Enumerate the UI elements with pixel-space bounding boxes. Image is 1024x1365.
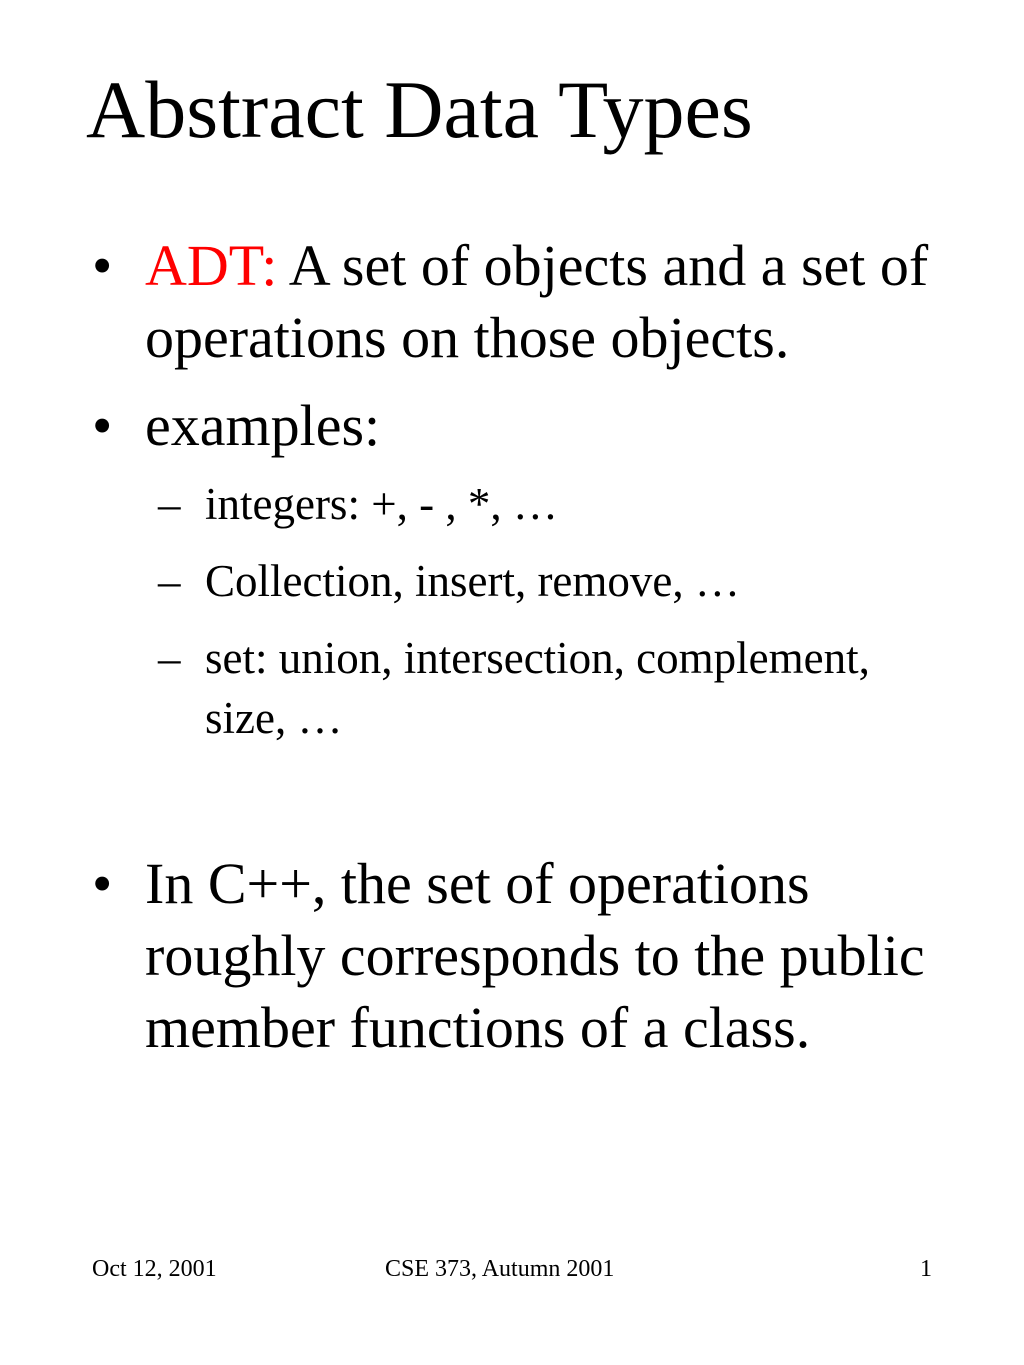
dash-icon: – — [158, 556, 181, 606]
footer-date: Oct 12, 2001 — [92, 1256, 217, 1282]
slide-title: Abstract Data Types — [86, 64, 753, 155]
footer-course: CSE 373, Autumn 2001 — [385, 1256, 615, 1282]
sub-item-collection — [158, 551, 918, 611]
sub-item-integers — [158, 474, 918, 534]
bullet-icon: • — [92, 233, 113, 298]
bullet-text: In C++, the set of operations roughly corresponds to the public member functions of a class. — [145, 851, 925, 1060]
bullet-icon: • — [92, 851, 113, 916]
dash-icon: – — [158, 633, 181, 683]
adt-definition: A set of objects and a set of operations on those objects. — [145, 233, 929, 370]
footer-page-number: 1 — [920, 1256, 932, 1282]
dash-icon: – — [158, 479, 181, 529]
sub-item-text: integers: +, - , *, … — [205, 479, 558, 529]
bullet-examples — [92, 390, 932, 462]
sub-item-text: set: union, intersection, complement, size, … — [205, 633, 870, 743]
adt-term: ADT: — [145, 233, 278, 298]
sub-item-text: Collection, insert, remove, … — [205, 556, 740, 606]
sub-item-set — [158, 628, 918, 748]
bullet-adt — [92, 230, 932, 374]
bullet-text — [145, 230, 932, 374]
bullet-icon: • — [92, 393, 113, 458]
bullet-text: examples: — [145, 393, 381, 458]
bullet-cpp — [92, 848, 932, 1064]
